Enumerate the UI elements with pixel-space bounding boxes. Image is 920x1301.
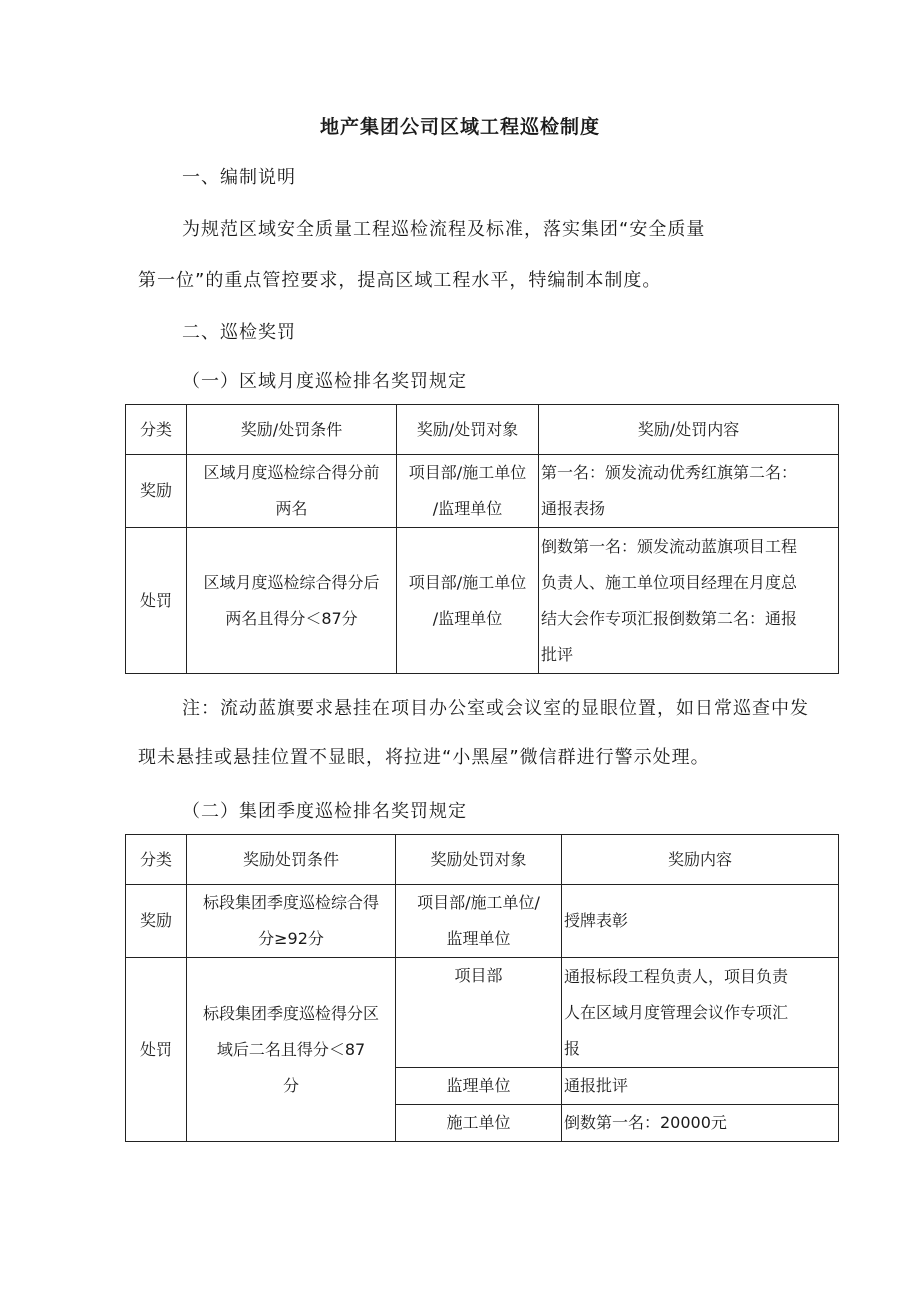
quarterly-reward-penalty-table <box>125 834 839 1142</box>
header-target: 奖励/处罚对象 <box>397 405 539 455</box>
header-category: 分类 <box>126 405 187 455</box>
content-cell: 通报标段工程负责人，项目负责 人在区域月度管理会议作专项汇 报 <box>562 958 839 1068</box>
header-content: 奖励/处罚内容 <box>539 405 839 455</box>
header-target: 奖励处罚对象 <box>396 835 562 885</box>
target-cell: 施工单位 <box>396 1105 562 1142</box>
target-cell: 项目部 <box>396 958 562 1068</box>
table-row-penalty <box>126 528 839 674</box>
content-cell: 倒数第一名：颁发流动蓝旗项目工程 负责人、施工单位项目经理在月度总 结大会作专项汇报倒数第二名：通报 批评 <box>539 528 839 674</box>
condition-cell: 区域月度巡检综合得分后 两名且得分＜87分 <box>187 528 397 674</box>
category-cell: 处罚 <box>126 958 187 1142</box>
category-cell: 奖励 <box>126 455 187 528</box>
monthly-reward-penalty-table <box>125 404 839 674</box>
document-title: 地产集团公司区域工程巡检制度 <box>319 116 600 138</box>
table-row-reward <box>126 885 839 958</box>
table-row-penalty-project <box>126 958 839 1068</box>
category-cell: 处罚 <box>126 528 187 674</box>
target-cell: 项目部/施工单位 /监理单位 <box>397 528 539 674</box>
condition-cell: 标段集团季度巡检综合得 分≥92分 <box>187 885 396 958</box>
target-cell: 项目部/施工单位 /监理单位 <box>397 455 539 528</box>
section-1-heading: 一、编制说明 <box>182 167 296 188</box>
target-cell: 监理单位 <box>396 1068 562 1105</box>
note-line-1: 注：流动蓝旗要求悬挂在项目办公室或会议室的显眼位置，如日常巡查中发 <box>182 698 809 719</box>
header-category: 分类 <box>126 835 187 885</box>
table-header-row <box>126 405 839 455</box>
note-line-2: 现未悬挂或悬挂位置不显眼，将拉进“小黑屋”微信群进行警示处理。 <box>138 747 710 768</box>
condition-cell: 区域月度巡检综合得分前 两名 <box>187 455 397 528</box>
subsection-1-heading: （一）区域月度巡检排名奖罚规定 <box>182 371 467 392</box>
table-row-reward <box>126 455 839 528</box>
header-content: 奖励内容 <box>562 835 839 885</box>
condition-cell: 标段集团季度巡检得分区 域后二名且得分＜87 分 <box>187 958 396 1142</box>
content-cell: 授牌表彰 <box>562 885 839 958</box>
section-2-heading: 二、巡检奖罚 <box>182 322 296 343</box>
content-cell: 倒数第一名：20000元 <box>562 1105 839 1142</box>
header-condition: 奖励处罚条件 <box>187 835 396 885</box>
target-cell: 项目部/施工单位/ 监理单位 <box>396 885 562 958</box>
subsection-2-heading: （二）集团季度巡检排名奖罚规定 <box>182 801 467 822</box>
section-1-paragraph-line-2: 第一位”的重点管控要求，提高区域工程水平，特编制本制度。 <box>138 270 662 291</box>
section-1-paragraph-line-1: 为规范区域安全质量工程巡检流程及标准，落实集团“安全质量 <box>182 219 706 240</box>
header-condition: 奖励/处罚条件 <box>187 405 397 455</box>
table-header-row <box>126 835 839 885</box>
category-cell: 奖励 <box>126 885 187 958</box>
content-cell: 第一名：颁发流动优秀红旗第二名： 通报表扬 <box>539 455 839 528</box>
content-cell: 通报批评 <box>562 1068 839 1105</box>
